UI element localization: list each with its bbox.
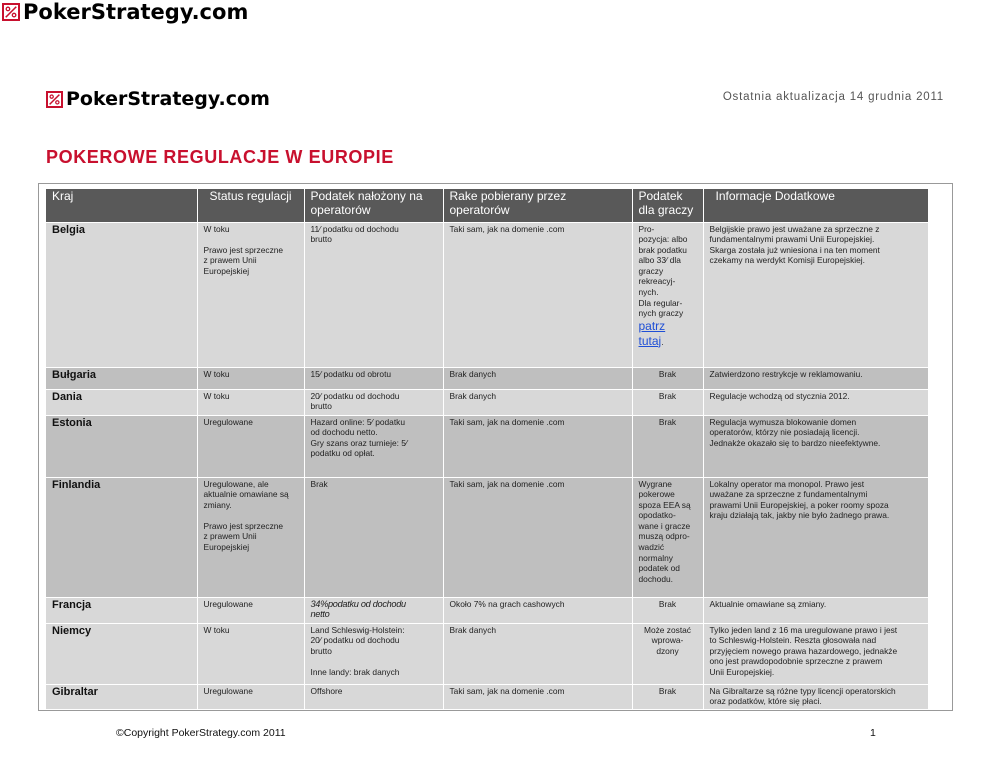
cell-line: Może zostać — [643, 624, 691, 635]
country-cell: Estonia — [46, 415, 197, 477]
cell-line: Zatwierdzono restrykcje w reklamowaniu. — [709, 368, 863, 379]
cell-line: fundamentalnymi prawami Unii Europejskiej. — [709, 234, 875, 245]
rake-cell — [443, 477, 632, 597]
table-row — [46, 389, 928, 415]
logo-text: PokerStrategy.com — [23, 0, 249, 24]
cell-line: Brak danych — [449, 390, 497, 401]
cell-line: Taki sam, jak na domenie .com — [449, 223, 565, 234]
cell-line: Pro- — [638, 223, 655, 234]
cell-line: brutto — [310, 645, 332, 656]
country-cell: Finlandia — [46, 477, 197, 597]
cell-line: Regulacje wchodzą od stycznia 2012. — [709, 390, 850, 401]
cell-line: operatorów, którzy nie posiadają licencji. — [709, 427, 860, 438]
cell-line: Uregulowane — [203, 685, 253, 696]
column-header-rake: Rake pobierany przez operatorów — [443, 189, 632, 222]
cell-line: netto — [310, 609, 330, 620]
status-cell — [197, 367, 304, 389]
cell-line: W toku — [203, 368, 230, 379]
info-cell — [703, 623, 928, 684]
cell-line: kraju działają tak, jakby nie było żadnego prawa. — [709, 510, 890, 521]
country-cell: Gibraltar — [46, 684, 197, 709]
cell-line: W toku — [203, 390, 230, 401]
cell-line: Na Gibraltarze są różne typy licencji operatorskich — [709, 685, 896, 696]
cell-line: albo 33⁄ dla — [638, 255, 681, 266]
cell-line: normalny — [638, 552, 673, 563]
rake-cell — [443, 389, 632, 415]
cell-line: Europejskiej — [203, 542, 250, 553]
cell-line: wprowa- — [651, 635, 684, 646]
last-updated: Ostatnia aktualizacja 14 grudnia 2011 — [722, 91, 944, 103]
column-header-info: Informacje Dodatkowe — [703, 189, 928, 222]
cell-line: z prawem Unii — [203, 531, 257, 542]
cell-line: Skarga została już wniesiona i na ten moment — [709, 244, 880, 255]
table-row — [46, 623, 928, 684]
cell-line: Gry szans oraz turnieje: 5⁄ — [310, 437, 408, 448]
country-cell: Belgia — [46, 222, 197, 367]
table-row — [46, 415, 928, 477]
cell-line: 15⁄ podatku od obrotu — [310, 368, 392, 379]
cell-line: Jednakże okazało się to bardzo nieefektywne. — [709, 437, 881, 448]
column-header-operator-tax: Podatek nałożony na operatorów — [304, 189, 443, 222]
column-header-country: Kraj — [46, 189, 197, 222]
status-cell — [197, 477, 304, 597]
link-suffix: . — [661, 336, 664, 347]
cell-line: nych. — [638, 287, 659, 298]
cell-line: wadzić — [638, 542, 665, 553]
table-row — [46, 684, 928, 709]
cell-line: Unii Europejskiej. — [709, 666, 775, 677]
cell-line: Wygrane — [638, 478, 672, 489]
cell-line: Tylko jeden land z 16 ma uregulowane prawo i jest — [709, 624, 898, 635]
cell-line: dochodu. — [638, 573, 673, 584]
player-tax-cell — [632, 597, 703, 623]
cell-line: Land Schleswig-Holstein: — [310, 624, 405, 635]
cell-line: Regulacja wymusza blokowanie domen — [709, 416, 857, 427]
cell-line: W toku — [203, 223, 230, 234]
cell-line: aktualnie omawiane są — [203, 489, 289, 500]
cell-line: W toku — [203, 624, 230, 635]
cell-line: przyjęciem nowego prawa hazardowego, jednakże — [709, 645, 898, 656]
operator-tax-cell — [304, 684, 443, 709]
cell-line: oraz podatków, które się płaci. — [709, 696, 822, 707]
status-cell — [197, 389, 304, 415]
player-tax-cell — [632, 389, 703, 415]
cell-line: nych graczy — [638, 308, 684, 319]
cell-line: ono jest prawdopodobnie sprzeczne z prawem — [709, 656, 883, 667]
cell-line: Uregulowane, ale — [203, 478, 269, 489]
column-header-status: Status regulacji — [197, 189, 304, 222]
cell-line: opodatko- — [638, 510, 676, 521]
cell-line: to Schleswig-Holstein. Reszta głosowała nad — [709, 635, 877, 646]
cell-line: Aktualnie omawiane są zmiany. — [709, 598, 827, 609]
status-cell — [197, 415, 304, 477]
rake-cell — [443, 367, 632, 389]
cell-line: pokerowe — [638, 489, 675, 500]
rake-cell — [443, 222, 632, 367]
column-header-player-tax: Podatek dla graczy — [632, 189, 703, 222]
see-here-link[interactable]: tutaj — [638, 333, 662, 348]
cell-line: Uregulowane — [203, 598, 253, 609]
cell-line: graczy — [638, 265, 664, 276]
info-cell — [703, 684, 928, 709]
cell-line: Taki sam, jak na domenie .com — [449, 416, 565, 427]
cell-line: Lokalny operator ma monopol. Prawo jest — [709, 478, 865, 489]
cell-line: dzony — [656, 645, 679, 656]
info-cell — [703, 389, 928, 415]
cell-line: czekamy na werdykt Komisji Europejskiej. — [709, 255, 865, 266]
cell-line: Hazard online: 5⁄ podatku — [310, 416, 406, 427]
operator-tax-cell — [304, 477, 443, 597]
cell-line: Taki sam, jak na domenie .com — [449, 685, 565, 696]
cell-line: Taki sam, jak na domenie .com — [449, 478, 565, 489]
player-tax-cell — [632, 477, 703, 597]
player-tax-cell — [632, 367, 703, 389]
table-row — [46, 597, 928, 623]
cell-line: Brak — [658, 390, 677, 401]
table-row — [46, 477, 928, 597]
player-tax-cell — [632, 684, 703, 709]
country-cell: Dania — [46, 389, 197, 415]
rake-cell — [443, 684, 632, 709]
operator-tax-cell — [304, 597, 443, 623]
see-here-link[interactable]: patrz — [638, 318, 666, 333]
copyright: ©Copyright PokerStrategy.com 2011 — [116, 727, 286, 739]
rake-cell — [443, 623, 632, 684]
cell-line: Brak — [658, 368, 677, 379]
player-tax-cell — [632, 222, 703, 367]
cell-line: Belgijskie prawo jest uważane za sprzeczne z — [709, 223, 880, 234]
rake-cell — [443, 597, 632, 623]
cell-line: Brak — [658, 685, 677, 696]
cell-line: Offshore — [310, 685, 343, 696]
percent-icon — [2, 3, 20, 21]
cell-line: 20⁄ podatku od dochodu — [310, 390, 400, 401]
cell-line: zmiany. — [203, 499, 232, 510]
cell-line: prawami Unii Europejskiej, a poker roomy spoza — [709, 499, 889, 510]
cell-line: podatek od — [638, 563, 680, 574]
cell-line: Inne landy: brak danych — [310, 666, 400, 677]
status-cell — [197, 684, 304, 709]
cell-line: 20⁄ podatku od dochodu — [310, 635, 400, 646]
page-title: POKEROWE REGULACJE W EUROPIE — [46, 147, 394, 167]
table-header-row — [46, 189, 928, 222]
operator-tax-cell — [304, 222, 443, 367]
status-cell — [197, 597, 304, 623]
info-cell — [703, 222, 928, 367]
cell-line: rekreacyj- — [638, 276, 676, 287]
cell-line — [204, 510, 298, 521]
cell-line: Brak — [658, 416, 677, 427]
percent-icon — [46, 91, 63, 108]
operator-tax-cell — [304, 389, 443, 415]
cell-line: z prawem Unii — [203, 255, 257, 266]
cell-line: spoza EEA są — [638, 499, 691, 510]
status-cell — [197, 222, 304, 367]
regulations-table — [46, 189, 929, 709]
cell-line: Uregulowane — [203, 416, 253, 427]
cell-line: od dochodu netto. — [310, 427, 378, 438]
info-cell — [703, 415, 928, 477]
cell-line: 11⁄ podatku od dochodu — [310, 223, 399, 234]
document-logo — [46, 88, 270, 110]
player-tax-cell — [632, 623, 703, 684]
player-tax-cell — [632, 415, 703, 477]
cell-line: brutto — [310, 234, 332, 245]
cell-line: Europejskiej — [203, 265, 250, 276]
operator-tax-cell — [304, 623, 443, 684]
cell-line: Dla regular- — [638, 297, 683, 308]
status-cell — [197, 623, 304, 684]
logo-text: PokerStrategy.com — [66, 88, 270, 110]
country-cell: Bułgaria — [46, 367, 197, 389]
cell-line: Brak — [658, 598, 677, 609]
rake-cell — [443, 415, 632, 477]
table-row — [46, 367, 928, 389]
cell-line: Prawo jest sprzeczne — [203, 520, 284, 531]
cell-line: muszą odpro- — [638, 531, 690, 542]
cell-line: 34%podatku od dochodu — [310, 598, 406, 609]
cell-line: Około 7% na grach cashowych — [449, 598, 565, 609]
table-row — [46, 222, 928, 367]
cell-line: podatku od opłat. — [310, 448, 375, 459]
cell-line: Brak danych — [449, 624, 497, 635]
cell-line: Prawo jest sprzeczne — [203, 244, 284, 255]
cell-line: wane i gracze — [638, 520, 691, 531]
operator-tax-cell — [304, 415, 443, 477]
cell-line: Brak danych — [449, 368, 497, 379]
country-cell: Niemcy — [46, 623, 197, 684]
cell-line: Brak — [310, 478, 328, 489]
cell-line: brutto — [310, 401, 332, 412]
info-cell — [703, 597, 928, 623]
operator-tax-cell — [304, 367, 443, 389]
cell-line: pozycja: albo — [638, 234, 688, 245]
cell-line: uważane za sprzeczne z fundamentalnymi — [709, 489, 868, 500]
top-logo — [2, 0, 248, 24]
page-number: 1 — [870, 727, 876, 739]
cell-line — [311, 656, 437, 667]
info-cell — [703, 367, 928, 389]
cell-line — [204, 234, 298, 245]
country-cell: Francja — [46, 597, 197, 623]
cell-line: brak podatku — [638, 244, 687, 255]
info-cell — [703, 477, 928, 597]
